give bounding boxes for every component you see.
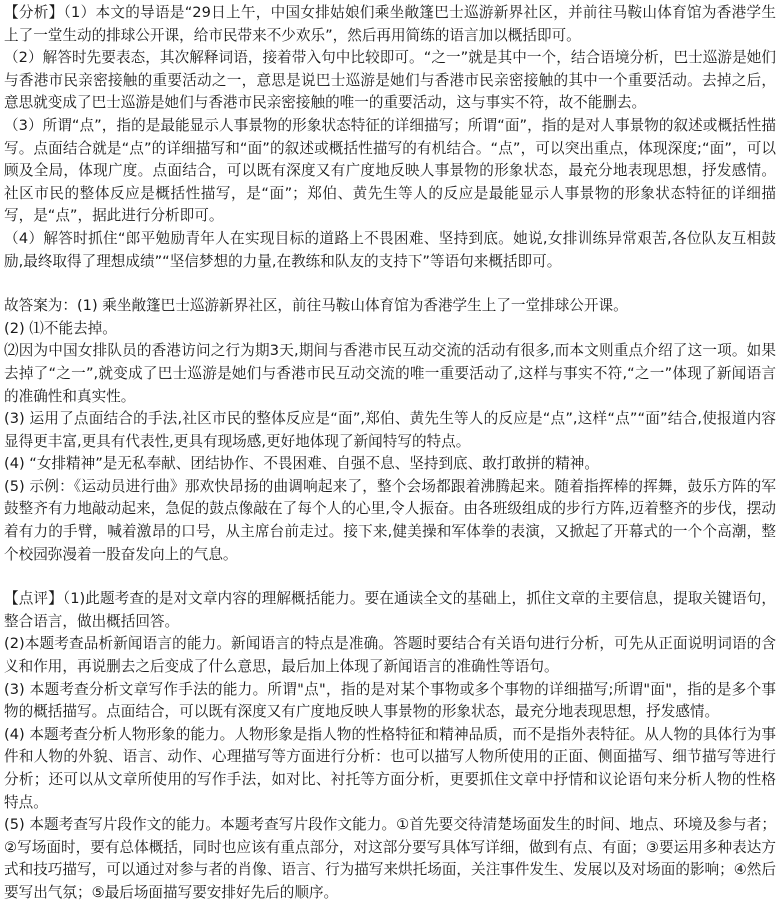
answer-item-6: (5) 示例：《运动员进行曲》那欢快昂扬的曲调响起来了，整个会场都跟着沸腾起来。随着指挥棒的挥舞，鼓乐方阵的军鼓整齐有力地敲动起来，急促的鼓点像敲在了每个人的心里,令人振奋。由各班级组成的步行方阵,迈着整齐的步伐，摆动着有力的手臂，喊着激昂的口号，从主席台前走过。接下来,健美操和军体拳的表演，又掀起了开幕式的一个个高潮，整个校园弥漫着一股奋发向上的气息。 bbox=[4, 477, 776, 563]
analysis-paragraph-3: （3）所谓“点”，指的是最能显示人事景物的形象状态特征的详细描写；所谓“面”，指的是对人事景物的叙述或概括性描写。点面结合就是“点”的详细描写和“面”的叙述或概括性描写的有机结合。“点”，可以突出重点，体现深度;“面”，可以顾及全局，体现广度。点面结合，可以既有深度又有广度地反映人事景物的形象状态，最充分地表现思想，抒发感情。社区市民的整体反应是概括性描写，是“面”；郑伯、黄先生等人的反应是最能显示人事景物的形象状态特征的详细描写，是“点”，据此进行分析即可。 bbox=[4, 116, 776, 225]
answer-item-2: (2) ⑴不能去掉。 bbox=[4, 319, 117, 337]
section-spacer bbox=[4, 273, 776, 295]
answer-item-4: (3) 运用了点面结合的手法,社区市民的整体反应是“面”,郑伯、黄先生等人的反应是“点”,这样“点”“面”结合,使报道内容显得更丰富,更具有代表性,更具有现场感,更好地体现了新闻特写的特点。 bbox=[4, 410, 776, 450]
comment-item-2: (2)本题考查品析新闻语言的能力。新闻语言的特点是准确。答题时要结合有关语句进行分析，可先从正面说明词语的含义和作用，再说删去之后变成了什么意思，最后加上体现了新闻语言的准确性等语句。 bbox=[4, 635, 776, 676]
answer-item-3: ⑵因为中国女排队员的香港访问之行为期3天,期间与香港市民互动交流的活动有很多,而本文则重点介绍了这一项。如果去掉了“之一”,就变成了巴士巡游是她们与香港市民互动交流的唯一重要活动了,这样与事实不符,“之一”体现了新闻语言的准确性和真实性。 bbox=[4, 342, 776, 405]
answer-section bbox=[4, 295, 776, 566]
analysis-paragraph-2: （2）解答时先要表态，其次解释词语，接着带入句中比较即可。“之一”就是其中一个，结合语境分析，巴士巡游是她们与香港市民亲密接触的重要活动之一，意思是说巴士巡游是她们与香港市民亲密接触的其中一个重要活动。去掉之后，意思就变成了巴士巡游是她们与香港市民亲密接触的唯一的重要活动，这与事实不符，故不能删去。 bbox=[4, 49, 776, 112]
analysis-paragraph-1: 【分析】（1）本文的导语是“29日上午，中国女排姑娘们乘坐敞篷巴士巡游新界社区，并前往马鞍山体育馆为香港学生上了一堂生动的排球公开课，给市民带来不少欢乐”，然后再用简练的语言加以概括即可。 bbox=[4, 4, 776, 44]
analysis-section bbox=[4, 2, 776, 273]
section-spacer bbox=[4, 566, 776, 588]
answer-item-5: (4) “女排精神”是无私奉献、团结协作、不畏困难、自强不息、坚持到底、敢打敢拼的精神。 bbox=[4, 455, 599, 473]
comment-item-3: (3) 本题考查分析文章写作手法的能力。所谓"点"，指的是对某个事物或多个事物的详细描写;所谓"面"，指的是多个事物的概括描写。点面结合，可以既有深度又有广度地反映人事景物的形象状态，最充分地表现思想，抒发感情。 bbox=[4, 680, 776, 721]
comment-section bbox=[4, 588, 776, 904]
comment-item-5: (5) 本题考查写片段作文的能力。本题考查写片段作文能力。①首先要交待清楚场面发生的时间、地点、环境及参与者；②写场面时，要有总体概括，同时也应该有重点部分，对这部分要写具体写详细，做到有点、有面；③要运用多种表达方式和技巧描写，可以通过对参与者的肖像、语言、行为描写来烘托场面，关注事件发生、发展以及对场面的影响；④然后要写出气氛；⑤最后场面描写要安排好先后的顺序。 bbox=[4, 816, 776, 901]
answer-item-1: 故答案为：(1) 乘坐敞篷巴士巡游新界社区，前往马鞍山体育馆为香港学生上了一堂排球公开课。 bbox=[4, 297, 628, 315]
comment-item-1: 【点评】（1)此题考查的是对文章内容的理解概括能力。要在通读全文的基础上，抓住文章的主要信息，提取关键语句，整合语言，做出概括回答。 bbox=[4, 590, 776, 630]
comment-item-4: (4) 本题考查分析人物形象的能力。人物形象是指人物的性格特征和精神品质，而不是指外表特征。从人物的具体行为事件和人物的外貌、语言、动作、心理描写等方面进行分析：也可以描写人物所使用的正面、侧面描写、细节描写等进行分析；还可以从文章所使用的写作手法，如对比、衬托等方面分析，更要抓住文章中抒情和议论语句来分析人物的性格特点。 bbox=[4, 725, 776, 811]
analysis-paragraph-4: （4）解答时抓住“郎平勉励青年人在实现目标的道路上不畏困难、坚持到底。她说,女排训练异常艰苦,各位队友互相鼓励,最终取得了理想成绩”“坚信梦想的力量,在教练和队友的支持下”等语句来概括即可。 bbox=[4, 229, 776, 270]
